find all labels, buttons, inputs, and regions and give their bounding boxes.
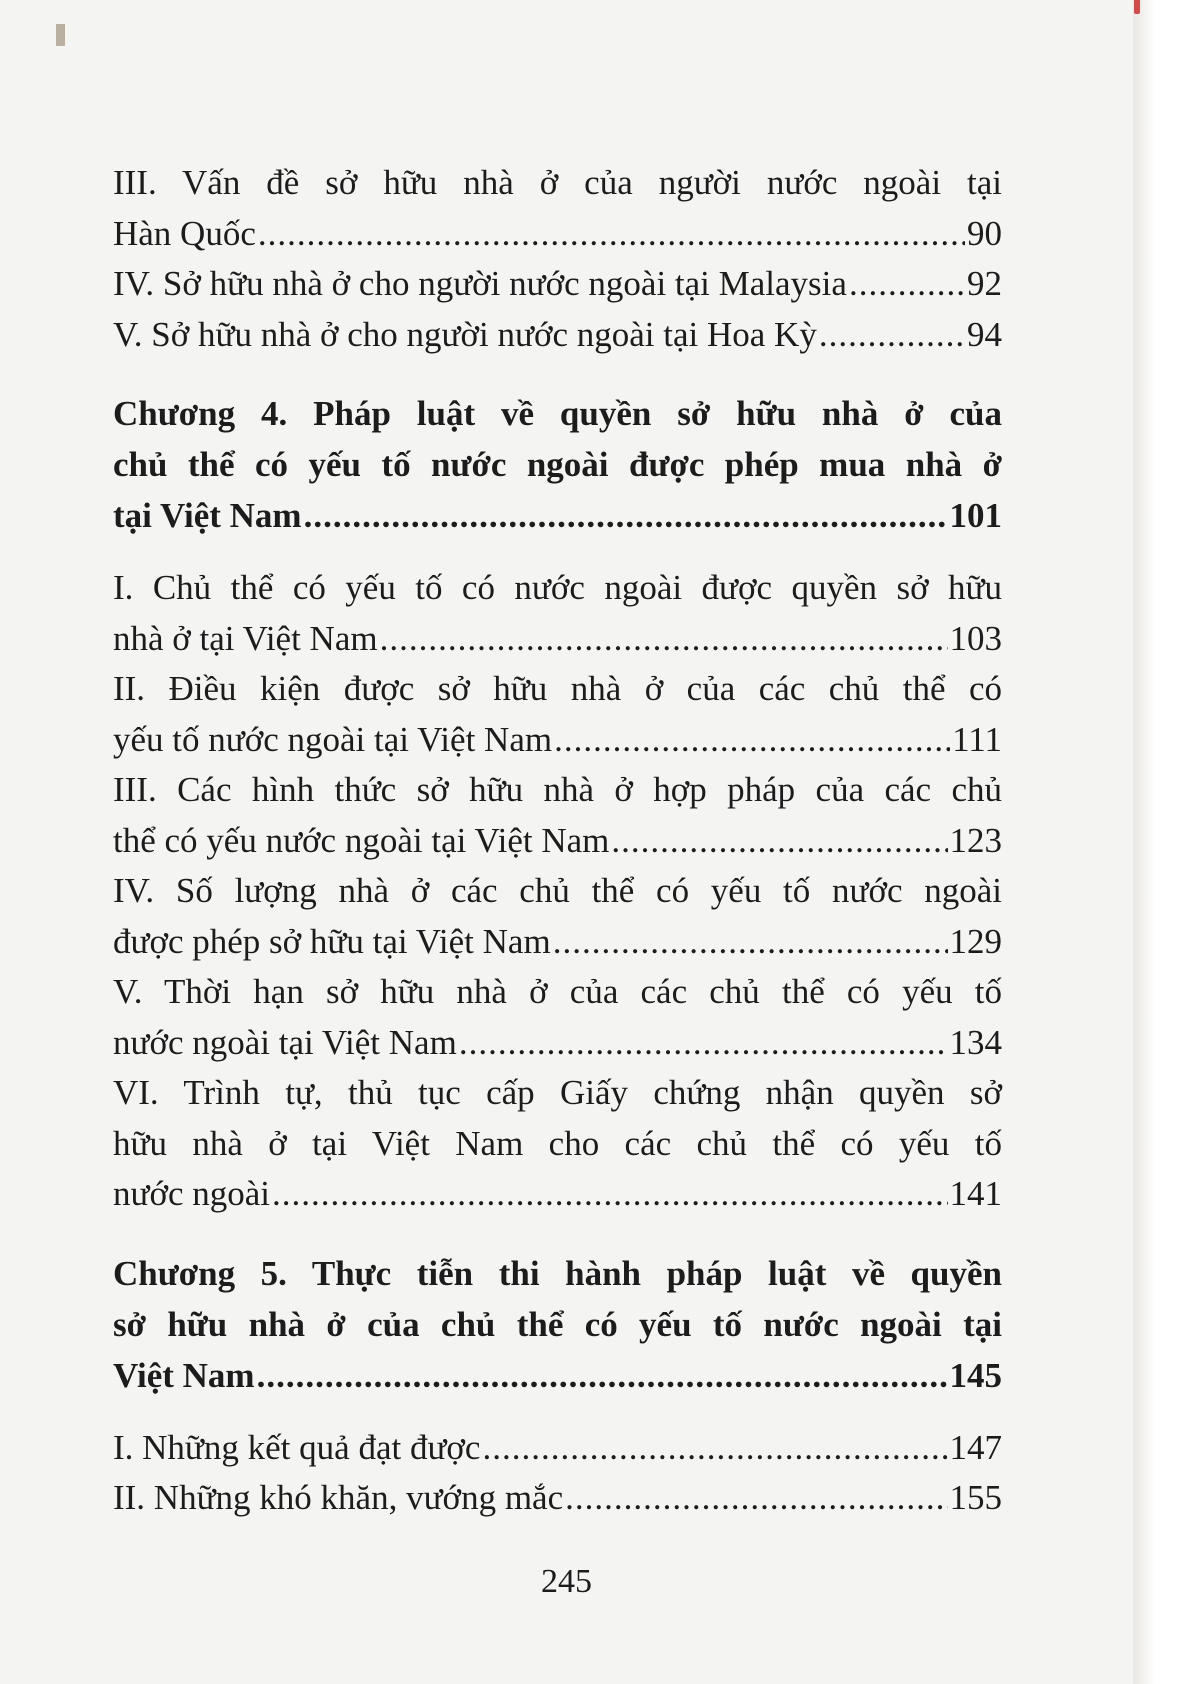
table-of-contents xyxy=(113,158,1002,1524)
toc-entry-text: III. Vấn đề sở hữu nhà ở của người nước ngoài tại xyxy=(113,163,1002,202)
toc-entry-4-4[interactable] xyxy=(113,866,1002,967)
toc-entry-text: nước ngoài xyxy=(113,1174,271,1213)
toc-page-number: 94 xyxy=(967,314,1002,354)
toc-entry-text: III. Các hình thức sở hữu nhà ở hợp pháp của các chủ xyxy=(113,770,1002,809)
binding-mark xyxy=(56,24,65,46)
toc-page-number: 111 xyxy=(952,719,1002,759)
dot-leader xyxy=(611,816,947,867)
dot-leader xyxy=(819,310,965,361)
dot-leader xyxy=(554,715,950,766)
toc-entry-5-2[interactable] xyxy=(113,1473,1002,1524)
dot-leader xyxy=(565,1473,947,1524)
dot-leader xyxy=(272,1169,947,1220)
toc-entry-text: V. Thời hạn sở hữu nhà ở của các chủ thể có yếu tố xyxy=(113,972,1002,1011)
toc-entry-text: thể có yếu nước ngoài tại Việt Nam xyxy=(113,820,610,860)
toc-page-number: 101 xyxy=(949,496,1002,535)
toc-entry-text: được phép sở hữu tại Việt Nam xyxy=(113,921,551,961)
toc-page-number: 145 xyxy=(949,1355,1002,1395)
toc-chapter-5[interactable] xyxy=(113,1248,1002,1401)
chapter-title-line: sở hữu nhà ở của chủ thể có yếu tố nước ngoài tại xyxy=(113,1304,1002,1344)
dot-leader xyxy=(482,1423,947,1474)
toc-entry-text: II. Điều kiện được sở hữu nhà ở của các chủ thể có xyxy=(113,669,1002,708)
chapter-title-line: Chương 4. Pháp luật về quyền sở hữu nhà ở của xyxy=(113,394,1002,433)
toc-entry-text: I. Những kết quả đạt được xyxy=(113,1427,481,1467)
dot-leader xyxy=(258,209,965,260)
toc-entry-4-1[interactable] xyxy=(113,563,1002,664)
toc-page-number: 129 xyxy=(949,921,1002,961)
chapter-title-line: Việt Nam xyxy=(113,1355,255,1395)
toc-entry-text: IV. Số lượng nhà ở các chủ thể có yếu tố nước ngoài xyxy=(113,871,1002,910)
toc-entry-text: hữu nhà ở tại Việt Nam cho các chủ thể có yếu tố xyxy=(113,1123,1002,1163)
page-number: 245 xyxy=(541,1563,592,1600)
toc-page-number: 103 xyxy=(949,618,1002,658)
toc-entry-text: Hàn Quốc xyxy=(113,213,256,253)
toc-entry-text: V. Sở hữu nhà ở cho người nước ngoài tại Hoa Kỳ xyxy=(113,314,817,354)
toc-chapter-4[interactable] xyxy=(113,388,1002,541)
toc-entry-text: VI. Trình tự, thủ tục cấp Giấy chứng nhận quyền sở xyxy=(113,1073,1002,1112)
toc-entry-3-3[interactable] xyxy=(113,158,1002,259)
chapter-title-line: tại Việt Nam xyxy=(113,496,302,535)
toc-page-number: 141 xyxy=(949,1174,1002,1213)
toc-entry-4-5[interactable] xyxy=(113,967,1002,1068)
toc-entry-text: nước ngoài tại Việt Nam xyxy=(113,1022,457,1062)
dot-leader xyxy=(380,614,948,665)
toc-page-number: 90 xyxy=(967,213,1002,253)
bookmark-tab xyxy=(1134,0,1140,14)
toc-page-number: 134 xyxy=(949,1022,1002,1062)
toc-page-number: 92 xyxy=(967,264,1002,303)
toc-entry-4-6[interactable] xyxy=(113,1068,1002,1220)
toc-page-number: 155 xyxy=(949,1478,1002,1517)
dot-leader xyxy=(849,259,965,310)
dot-leader xyxy=(459,1018,948,1069)
dot-leader xyxy=(553,917,948,968)
toc-entry-text: II. Những khó khăn, vướng mắc xyxy=(113,1478,564,1517)
dot-leader xyxy=(304,490,948,541)
toc-entry-3-4[interactable] xyxy=(113,259,1002,310)
toc-entry-text: yếu tố nước ngoài tại Việt Nam xyxy=(113,719,553,759)
toc-entry-text: nhà ở tại Việt Nam xyxy=(113,618,378,658)
toc-page-number: 147 xyxy=(949,1427,1002,1467)
toc-entry-5-1[interactable] xyxy=(113,1423,1002,1474)
chapter-title-line: chủ thể có yếu tố nước ngoài được phép mua nhà ở xyxy=(113,445,1002,484)
toc-page-number: 123 xyxy=(949,820,1002,860)
toc-entry-3-5[interactable] xyxy=(113,310,1002,361)
toc-entry-text: I. Chủ thể có yếu tố có nước ngoài được quyền sở hữu xyxy=(113,568,1002,607)
toc-entry-text: IV. Sở hữu nhà ở cho người nước ngoài tại Malaysia xyxy=(113,264,847,303)
chapter-title-line: Chương 5. Thực tiễn thi hành pháp luật về quyền xyxy=(113,1253,1002,1293)
toc-entry-4-2[interactable] xyxy=(113,664,1002,765)
toc-entry-4-3[interactable] xyxy=(113,765,1002,866)
page-edge xyxy=(1133,0,1190,1684)
dot-leader xyxy=(257,1350,948,1401)
